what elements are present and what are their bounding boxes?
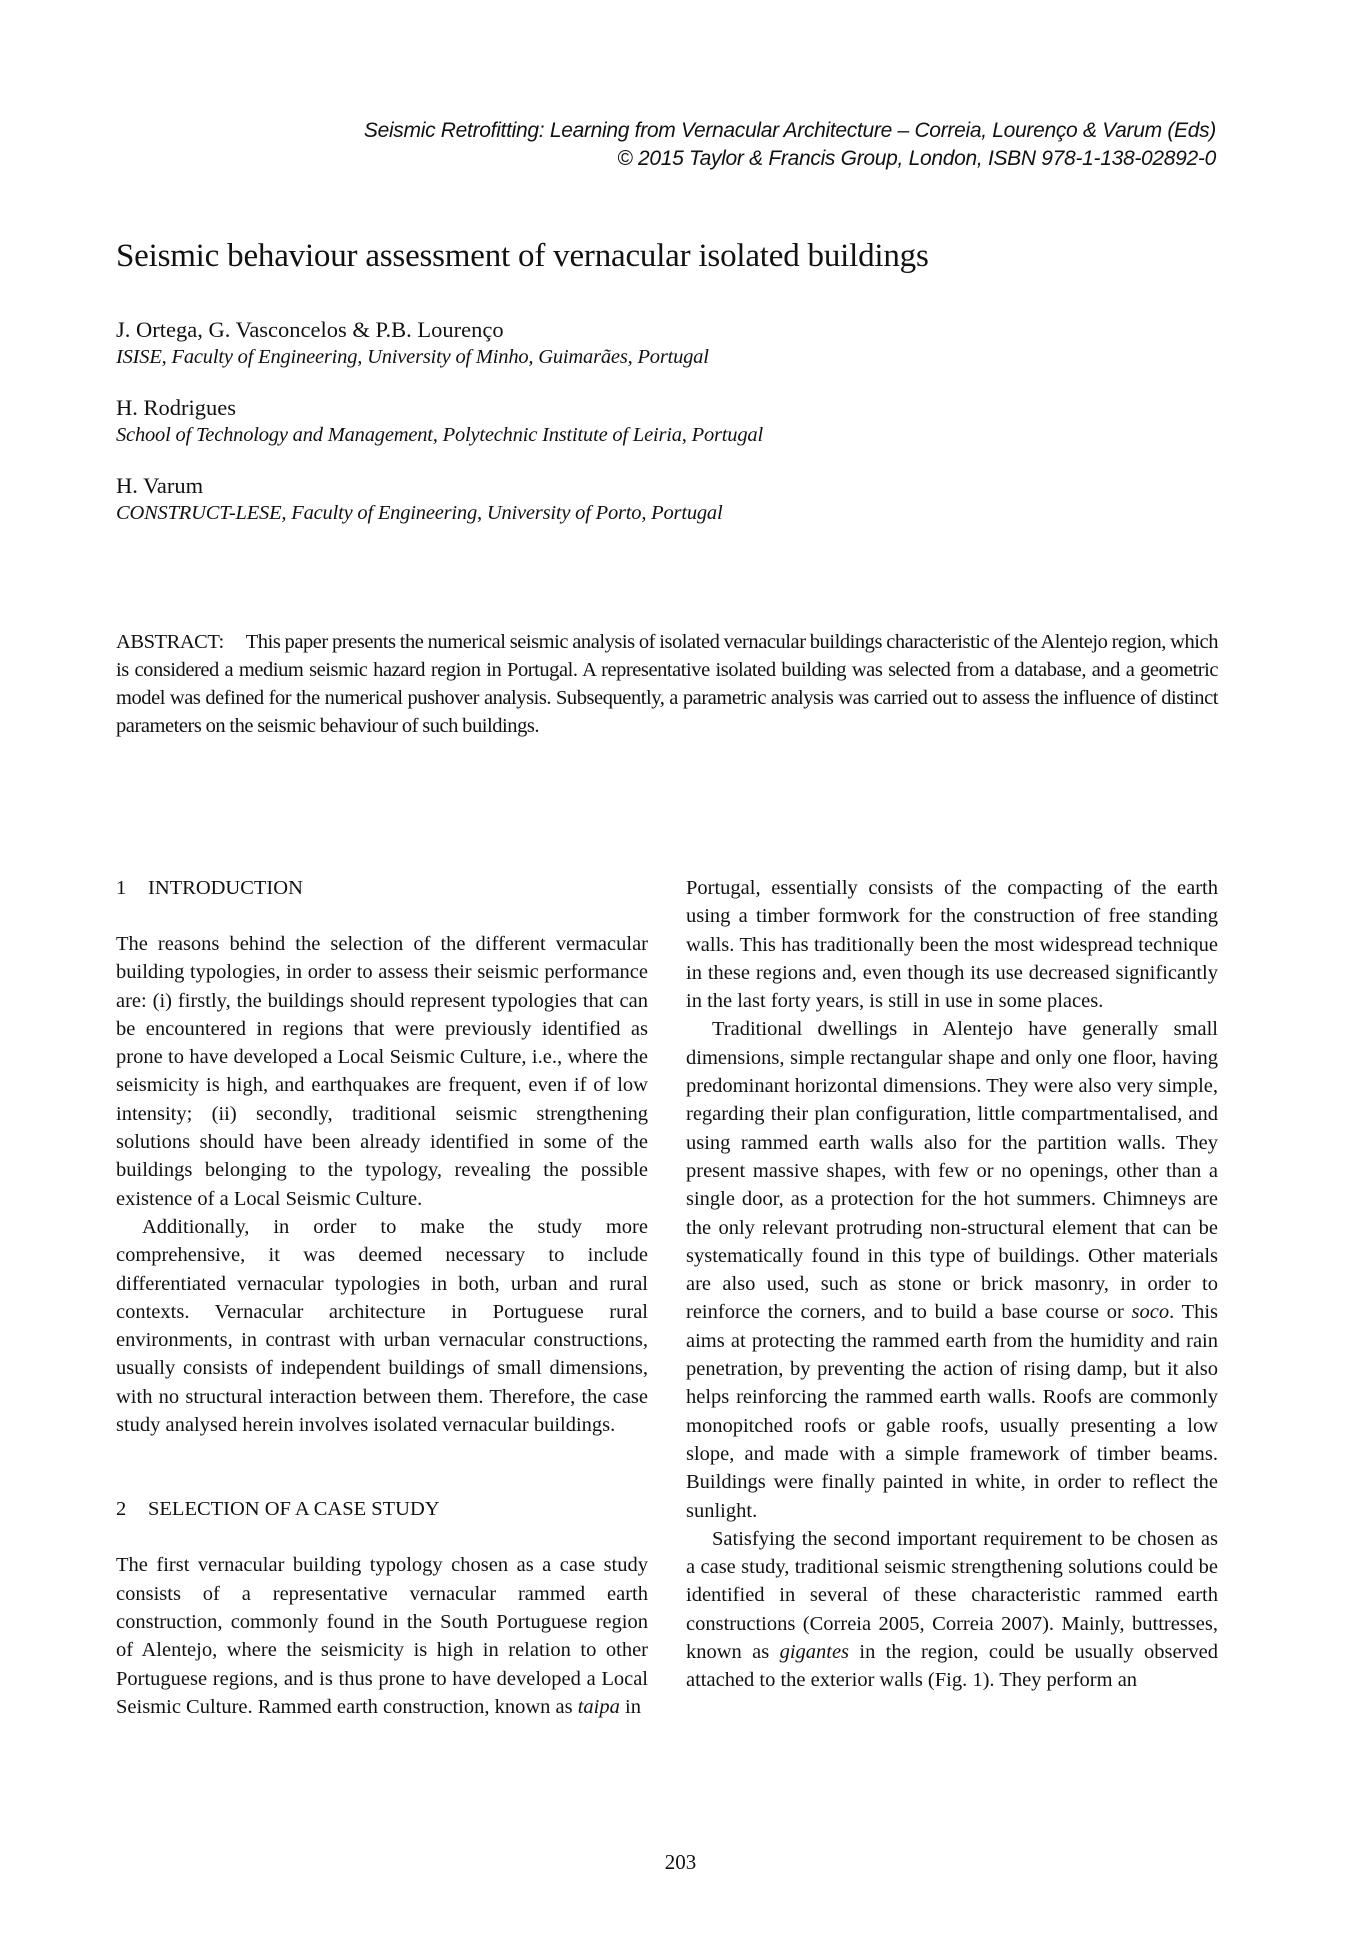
section-heading-selection bbox=[116, 1495, 648, 1523]
paragraph: Additionally, in order to make the study more comprehensive, it was deemed necessary to include differentiated vernacular typologies in both, urban and rural contexts. Vernacular architecture in Portuguese rural environments, in contrast with urban vernacular constructions, usually consists of independent buildings of small dimensions, with no structural interaction between them. Therefore, the case study analysed herein involves isolated vernacular buildings. bbox=[116, 1215, 648, 1437]
author-group-1 bbox=[116, 316, 709, 370]
paragraph bbox=[686, 1525, 1218, 1695]
paragraph bbox=[116, 1551, 648, 1721]
author-names: H. Rodrigues bbox=[116, 395, 236, 420]
paragraph-text: in bbox=[625, 1695, 641, 1718]
author-affiliation: ISISE, Faculty of Engineering, University of Minho, Guimarães, Portugal bbox=[116, 346, 709, 368]
section-spacer bbox=[116, 1439, 648, 1495]
author-group-3 bbox=[116, 472, 722, 526]
abstract bbox=[116, 628, 1218, 740]
term-gigantes: gigantes bbox=[779, 1641, 850, 1664]
running-head-copyright: © 2015 Taylor & Francis Group, London, ISBN 978-1-138-02892-0 bbox=[617, 147, 1216, 170]
paragraph-text: Satisfying the second important requirement to be chosen as a case study, traditional seismic strengthening solutions could be identified in several of these characteristic rammed earth constructions (Correia 2005, Correia 2007). Mainly, buttresses, known as bbox=[686, 1527, 1218, 1664]
running-head-book: Seismic Retrofitting: Learning from Vernacular Architecture – Correia, Lourenço & Varum (Eds) bbox=[363, 119, 1216, 142]
left-column bbox=[116, 874, 648, 1721]
page-number: 203 bbox=[664, 1850, 697, 1874]
running-head bbox=[364, 117, 1216, 173]
author-names: H. Varum bbox=[116, 473, 204, 498]
abstract-text: This paper presents the numerical seismic analysis of isolated vernacular buildings characteristic of the Alentejo region, which is considered a medium seismic hazard region in Portugal. A representative isolated building was selected from a database, and a geometric model was defined for the numerical pushover analysis. Subsequently, a parametric analysis was carried out to assess the influence of distinct parameters on the seismic behaviour of such buildings. bbox=[116, 631, 1218, 737]
author-affiliation: CONSTRUCT-LESE, Faculty of Engineering, University of Porto, Portugal bbox=[116, 502, 723, 524]
paragraph-text: Traditional dwellings in Alentejo have generally small dimensions, simple rectangular shape and only one floor, having predominant horizontal dimensions. They were also very simple, regarding their plan configuration, little compartmentalised, and using rammed earth walls also for the partition walls. They present massive shapes, with few or no openings, other than a single door, as a protection for the hot summers. Chimneys are the only relevant protruding non-structural element that can be systematically found in this type of buildings. Other materials are also used, such as stone or brick masonry, in order to reinforce the corners, and to build a base course or bbox=[686, 1018, 1218, 1324]
section-heading-introduction bbox=[116, 874, 648, 902]
paragraph bbox=[686, 1015, 1218, 1524]
section-title: INTRODUCTION bbox=[148, 877, 303, 899]
section-number: 2 bbox=[116, 1498, 127, 1521]
paragraph-text: in the region, could be usually observed attached to the exterior walls (Fig. 1). They perform an bbox=[686, 1641, 1218, 1692]
paragraph: Portugal, essentially consists of the compacting of the earth using a timber formwork for the construction of free standing walls. This has traditionally been the most widespread technique in these regions and, even though its use decreased significantly in the last forty years, is still in use in some places. bbox=[686, 877, 1218, 1013]
term-taipa: taipa bbox=[577, 1695, 620, 1718]
author-affiliation: School of Technology and Management, Polytechnic Institute of Leiria, Portugal bbox=[116, 424, 763, 446]
paragraph-text: . This aims at protecting the rammed earth from the humidity and rain penetration, by preventing the action of rising damp, but it also helps reinforcing the rammed earth walls. Roofs are commonly monopitched roofs or gable roofs, usually presenting a low slope, and made with a simple framework of timber beams. Buildings were finally painted in white, in order to reflect the sunlight. bbox=[686, 1301, 1219, 1522]
term-soco: soco bbox=[1131, 1301, 1170, 1324]
author-group-2 bbox=[116, 394, 763, 448]
paragraph: The reasons behind the selection of the different vermacular building typologies, in order to assess their seismic performance are: (i) firstly, the buildings should represent typologies that can be encountered in regions that were previously identified as prone to have developed a Local Seismic Culture, i.e., where the seismicity is high, and earthquakes are frequent, even if of low intensity; (ii) secondly, traditional seismic strengthening solutions should have been already identified in some of the buildings belonging to the typology, revealing the possible existence of a Local Seismic Culture. bbox=[116, 933, 648, 1210]
section-title: SELECTION OF A CASE STUDY bbox=[148, 1498, 440, 1521]
abstract-label: ABSTRACT: bbox=[116, 631, 224, 653]
author-names: J. Ortega, G. Vasconcelos & P.B. Lourenço bbox=[116, 317, 504, 342]
paragraph-text: The first vernacular building typology chosen as a case study consists of a representative vernacular rammed earth construction, commonly found in the South Portuguese region of Alentejo, where the seismicity is high in relation to other Portuguese regions, and is thus prone to have developed a Local Seismic Culture. Rammed earth construction, known as bbox=[116, 1554, 648, 1718]
right-column bbox=[686, 874, 1218, 1695]
section-number: 1 bbox=[116, 877, 127, 899]
paper-title: Seismic behaviour assessment of vernacular isolated buildings bbox=[116, 238, 929, 274]
